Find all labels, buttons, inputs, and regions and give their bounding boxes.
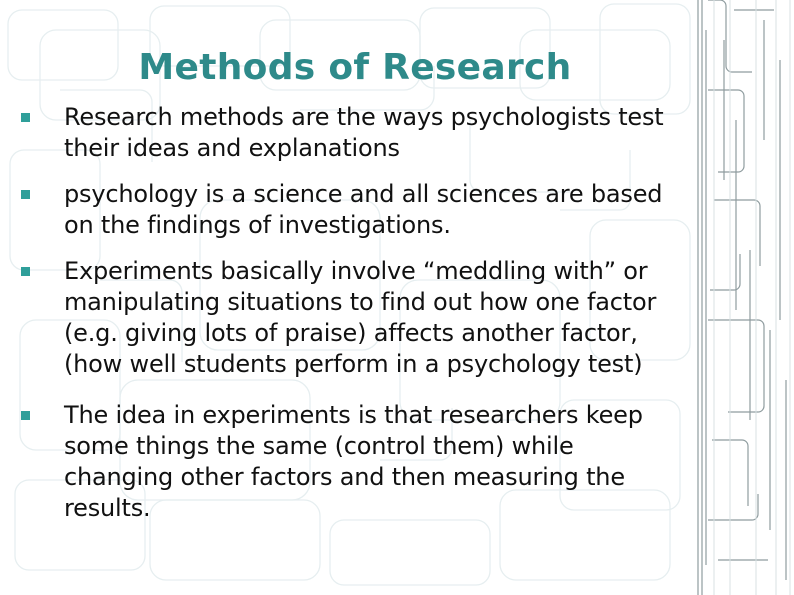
bullet-item <box>18 256 688 380</box>
square-bullet-icon <box>21 267 30 276</box>
decorative-side-strip <box>694 0 794 595</box>
bullet-text: Research methods are the ways psychologists test their ideas and explanations <box>64 103 664 162</box>
bullet-item <box>18 102 688 164</box>
square-bullet-icon <box>21 411 30 420</box>
bullet-list <box>18 102 688 524</box>
bullet-text: Experiments basically involve “meddling with” or manipulating situations to find out how one factor (e.g. giving lots of praise) affects another factor, (how well students perform in a psychology test) <box>64 257 657 378</box>
bullet-item <box>18 400 688 524</box>
bullet-text: psychology is a science and all sciences are based on the findings of investigations. <box>64 180 663 239</box>
bullet-text: The idea in experiments is that researchers keep some things the same (control them) while changing other factors and then measuring the results. <box>64 401 643 522</box>
square-bullet-icon <box>21 190 30 199</box>
bullet-item <box>18 179 688 241</box>
square-bullet-icon <box>21 113 30 122</box>
slide-title: Methods of Research <box>138 47 572 88</box>
